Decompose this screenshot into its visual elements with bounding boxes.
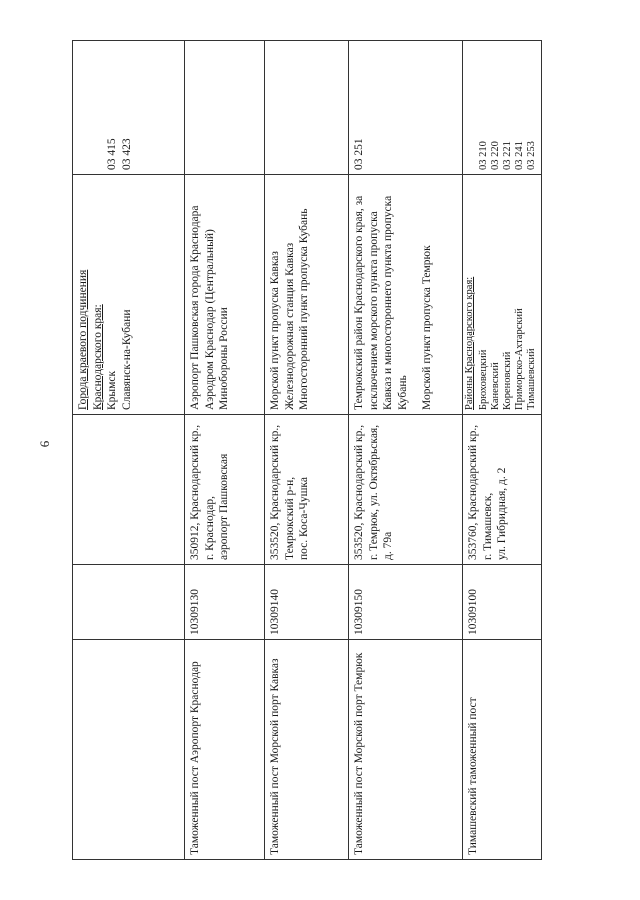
territory-cell (185, 174, 264, 414)
territory-cell (265, 174, 348, 414)
post-code-cell (73, 564, 184, 639)
oktmo-cell (349, 41, 462, 174)
post-name-cell: Таможенный пост Морской порт Кавказ (265, 639, 348, 859)
oktmo-code: 03 251 (353, 138, 365, 170)
address-cell (265, 414, 348, 564)
territory-item: Брюховецкий (478, 349, 489, 410)
territory-item: Аэродром Краснодар (Центральный) Минобороны России (203, 229, 230, 410)
address-line: 353760, Краснодарский кр., (467, 424, 479, 560)
oktmo-code: 03 423 (120, 138, 133, 170)
territory-item: Морской пункт пропуска Кавказ (269, 251, 281, 410)
territory-cell (349, 174, 462, 414)
address-cell (463, 414, 541, 564)
territory-item: Приморско-Ахтарский (514, 308, 525, 410)
territory-item: Кореновский (502, 351, 513, 410)
table-row (265, 41, 349, 859)
post-name-cell: Тимашевский таможенный пост (463, 639, 541, 859)
address-cell (73, 414, 184, 564)
oktmo-code: 03 221 (502, 141, 513, 170)
oktmo-code: 03 253 (526, 141, 537, 170)
territory-cell (73, 174, 184, 414)
oktmo-code: 03 220 (490, 141, 501, 170)
territory-item: Темрюкский район Краснодарского края, за исключением морского пункта пропуска Кавказ и многостороннего пункта пропуска Кубань (353, 195, 409, 410)
territory-item: Железнодорожная станция Кавказ (283, 242, 296, 410)
territory-cell (463, 174, 541, 414)
territory-header: Краснодарского края: (91, 304, 104, 410)
address-line: пос. Коса-Чушка (298, 477, 310, 560)
oktmo-cell (73, 41, 184, 174)
address-cell (349, 414, 462, 564)
post-code-cell: 10309140 (265, 564, 348, 639)
table-row (463, 41, 541, 859)
post-name-cell: Таможенный пост Аэропорт Краснодар (185, 639, 264, 859)
table-row (349, 41, 463, 859)
page-number: 6 (37, 440, 52, 448)
oktmo-cell (185, 41, 264, 174)
table-row (185, 41, 265, 859)
post-name-cell: Таможенный пост Морской порт Темрюк (349, 639, 462, 859)
address-line: г. Краснодар, (203, 496, 216, 560)
address-line: д. 79а (382, 531, 394, 560)
address-line: 353520, Краснодарский кр., (353, 424, 365, 560)
territory-header: Города краевого подчинения (77, 269, 89, 410)
address-line: аэропорт Пашковская (218, 453, 230, 560)
address-cell (185, 414, 264, 564)
address-line: ул. Гибридная, д. 2 (496, 467, 508, 560)
post-code-cell: 10309150 (349, 564, 462, 639)
address-line: 350912, Краснодарский кр., (189, 424, 201, 560)
table-row (73, 41, 185, 859)
oktmo-cell (265, 41, 348, 174)
table-wrapper (72, 40, 542, 860)
address-line: г. Тимашевск, (481, 492, 494, 560)
territory-header: Районы Краснодарского края: (464, 276, 475, 410)
territory-item: Аэропорт Пашковская города Краснодара (189, 205, 201, 410)
territory-item: Тимашевский (526, 348, 537, 410)
territory-item: Славянск-на-Кубани (120, 309, 133, 410)
address-line: г. Темрюк, ул. Октябрьская, (367, 424, 380, 560)
oktmo-code: 03 210 (478, 141, 489, 170)
oktmo-code: 03 241 (514, 141, 525, 170)
territory-item: Морской пункт пропуска Темрюк (421, 245, 433, 410)
territory-item: Крымск (106, 370, 118, 410)
oktmo-cell (463, 41, 541, 174)
address-line: Темрюкский р-н, (283, 476, 296, 560)
oktmo-code: 03 415 (106, 138, 118, 170)
customs-posts-table (72, 40, 542, 860)
post-code-cell: 10309100 (463, 564, 541, 639)
territory-item: Каневский (490, 362, 501, 410)
address-line: 353520, Краснодарский кр., (269, 424, 281, 560)
territory-item: Многосторонний пункт пропуска Кубань (298, 208, 310, 410)
post-code-cell: 10309130 (185, 564, 264, 639)
post-name-cell (73, 639, 184, 859)
